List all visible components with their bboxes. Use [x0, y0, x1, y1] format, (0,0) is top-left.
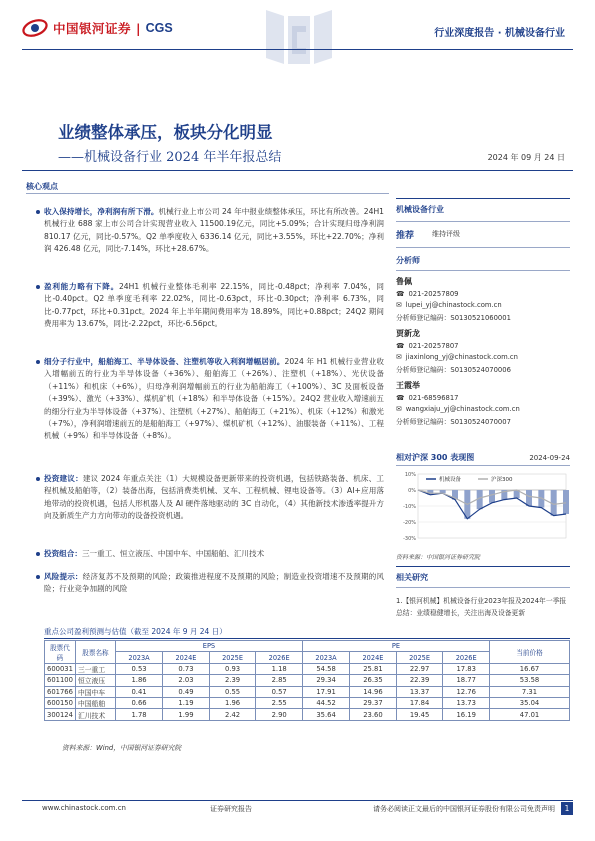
cell-pe: 17.83 [443, 663, 490, 674]
cell-eps: 1.18 [256, 663, 303, 674]
cell-eps: 1.78 [115, 709, 162, 720]
industry-label: 机械设备行业 [396, 205, 444, 214]
email-text[interactable]: jiaxinlong_yj@chinastock.com.cn [405, 352, 518, 361]
bullet-head: 投资建议： [44, 474, 83, 483]
analyst-phone [396, 290, 570, 298]
y-tick-label: -30% [403, 535, 416, 542]
cell-price: 35.04 [490, 697, 570, 708]
bullet-body: 2024 年 H1 机械行业营业收入增幅前五的行业为半导体设备（+36%）、船舶海工（+26%）、注塑机（+18%）、光伏设备（+11%）和机床（+6%），归母净利润增幅前五的行业为船舶海工（+100%）、3C 及面板设备（+39%）、激光（+33%）、煤机矿机（+18%）和半导体设备（+15%）。24Q2 营业收入增速前五的细分行业为半导体设备（+37%）、注塑机（+27%）、船舶海工（+21%）、机床（+12%）和激光（+7%），净利润增速前五的是船舶海工（+97%）、煤机矿机（+12%）、油服装备（+11%）、工程机械（+9%）和半导体设备（+8%）。 [44, 357, 385, 441]
bullet-head: 风险提示： [44, 572, 83, 581]
year-header: 2026E [443, 652, 490, 663]
series-bar-12 [563, 490, 569, 514]
year-header: 2024E [350, 652, 397, 663]
table-row [45, 663, 570, 674]
phone-text: 021-20257807 [408, 341, 459, 350]
report-category: 行业深度报告 · 机械设备行业 [434, 28, 565, 39]
cell-eps: 1.99 [163, 709, 210, 720]
cell-code: 600150 [45, 697, 76, 708]
mail-icon: ✉ [396, 404, 402, 413]
cell-pe: 14.96 [350, 686, 397, 697]
cell-eps: 2.39 [209, 675, 256, 686]
series-bar-6 [489, 490, 495, 503]
analyst-name: 鲁佩 [396, 276, 412, 286]
cell-eps: 0.93 [209, 663, 256, 674]
cell-pe: 29.34 [302, 675, 349, 686]
cell-name: 汇川技术 [75, 709, 115, 720]
core-divider [26, 193, 389, 194]
y-tick-label: -20% [403, 519, 416, 526]
bullet-portfolio [44, 548, 384, 560]
title-divider [22, 170, 573, 171]
bullet-body: 三一重工、恒立液压、中国中车、中国船舶、汇川技术 [81, 549, 265, 558]
analyst-card [396, 276, 570, 322]
cell-pe: 18.77 [443, 675, 490, 686]
cell-eps: 1.86 [115, 675, 162, 686]
cell-pe: 13.73 [443, 697, 490, 708]
cell-eps: 2.42 [209, 709, 256, 720]
email-text[interactable]: lupei_yj@chinastock.com.cn [405, 300, 502, 309]
chart-title: 相对沪深 300 表现图 [396, 453, 475, 462]
rating-value: 维持评级 [432, 230, 461, 238]
cell-pe: 44.52 [302, 697, 349, 708]
year-header: 2023A [115, 652, 162, 663]
cell-eps: 0.57 [256, 686, 303, 697]
year-header: 2025E [396, 652, 443, 663]
bullet-subsectors [44, 356, 384, 443]
cell-eps: 2.85 [256, 675, 303, 686]
sidebar-top-rule [396, 198, 570, 199]
cell-eps: 1.96 [209, 697, 256, 708]
col-price: 当前价格 [490, 641, 570, 664]
cell-pe: 26.35 [350, 675, 397, 686]
bullet-head: 盈利能力略有下降。 [44, 282, 119, 291]
analyst-cert: 分析师登记编码：S0130521060001 [396, 313, 511, 322]
sidebar-rule [396, 587, 570, 588]
analyst-card [396, 328, 570, 374]
bullet-dot [36, 552, 40, 556]
cell-eps: 0.53 [115, 663, 162, 674]
cgs-watermark-icon [262, 6, 336, 68]
cell-pe: 17.84 [396, 697, 443, 708]
bullet-dot [36, 477, 40, 481]
phone-text: 021-20257809 [408, 289, 459, 298]
analyst-phone [396, 342, 570, 350]
cell-pe: 35.64 [302, 709, 349, 720]
table-source: 资料来源：Wind，中国银河证券研究院 [62, 744, 182, 752]
related-item[interactable]: 1.【银河机械】机械设备行业2023年报及2024年一季报总结：业绩稳健增长，关注出海及设备更新 [396, 597, 567, 617]
cell-pe: 13.37 [396, 686, 443, 697]
cell-pe: 29.37 [350, 697, 397, 708]
cell-code: 300124 [45, 709, 76, 720]
table-row [45, 686, 570, 697]
analyst-email [396, 405, 570, 413]
analyst-label: 分析师 [396, 256, 420, 265]
phone-icon: ☎ [396, 341, 405, 350]
cell-name: 中国船舶 [75, 697, 115, 708]
cell-pe: 22.97 [396, 663, 443, 674]
chart-date: 2024-09-24 [529, 454, 570, 462]
year-header: 2025E [209, 652, 256, 663]
cell-eps: 2.90 [256, 709, 303, 720]
sidebar-rule [396, 247, 570, 248]
galaxy-logo-icon [22, 17, 48, 39]
analyst-card [396, 380, 570, 426]
table-top-rule [44, 638, 570, 639]
analyst-name: 王霞举 [396, 380, 420, 390]
logo-text-cn: 中国银河证券 [53, 21, 132, 36]
table-row [45, 675, 570, 686]
brand-logo [22, 17, 173, 39]
bullet-dot [36, 285, 40, 289]
report-title: 业绩整体承压，板块分化明显 [58, 123, 273, 142]
analyst-cert: 分析师登记编码：S0130524070006 [396, 365, 511, 374]
footer-url[interactable]: www.chinastock.com.cn [42, 804, 126, 812]
relative-performance-chart [396, 452, 570, 619]
logo-separator: | [136, 20, 141, 36]
analyst-email [396, 353, 570, 361]
legend-label: 沪深300 [491, 476, 513, 483]
bullet-investment-advice [44, 473, 384, 523]
cell-name: 中国中车 [75, 686, 115, 697]
analyst-email [396, 301, 570, 309]
cell-pe: 23.60 [350, 709, 397, 720]
col-name: 股票名称 [75, 641, 115, 664]
phone-text: 021-68596817 [408, 393, 459, 402]
analyst-name: 贾新龙 [396, 328, 420, 338]
series-bar-9 [526, 490, 532, 506]
email-text[interactable]: wangxiaju_yj@chinastock.com.cn [405, 404, 520, 413]
cell-eps: 2.03 [163, 675, 210, 686]
phone-icon: ☎ [396, 393, 405, 402]
cell-pe: 12.76 [443, 686, 490, 697]
y-tick-label: 10% [404, 471, 416, 478]
chart-svg [396, 466, 570, 546]
rating-label: 推荐 [396, 230, 415, 241]
bullet-profitability [44, 281, 384, 331]
legend-label: 机械设备 [439, 476, 462, 483]
chart-source: 资料来源：中国银河证券研究院 [396, 553, 481, 561]
bullet-body: 经济复苏不及预期的风险；政策推进程度不及预期的风险；制造业投资增速不及预期的风险；行业竞争加剧的风险 [44, 572, 384, 594]
chart-header [396, 452, 570, 463]
cell-pe: 25.81 [350, 663, 397, 674]
cell-pe: 16.19 [443, 709, 490, 720]
core-views-label: 核心观点 [26, 182, 58, 191]
cell-price: 53.58 [490, 675, 570, 686]
bullet-risk [44, 571, 384, 596]
mail-icon: ✉ [396, 300, 402, 309]
year-header: 2024E [163, 652, 210, 663]
bullet-body: 机械行业上市公司 24 年中报业绩整体承压，环比有所改善。24H1 机械行业 688 家上市公司合计实现营业收入 11500.19亿元，同比+5.09%；合计实现归母净利润 810.17 亿元，同比-0.57%。Q2 单季度收入 6336.14 亿元，同比+3.55%，环比+22.70%；净利润 426.48 亿元，同比-7.14%，环比+28.67%。 [44, 207, 384, 254]
bullet-revenue [44, 206, 384, 256]
cell-code: 601766 [45, 686, 76, 697]
analyst-cert: 分析师登记编码：S0130524070007 [396, 417, 511, 426]
cell-eps: 0.55 [209, 686, 256, 697]
phone-icon: ☎ [396, 289, 405, 298]
rating-row [396, 228, 570, 241]
report-subtitle: ——机械设备行业 2024 年半年报总结 [58, 150, 282, 165]
bullet-dot [36, 360, 40, 364]
year-header: 2026E [256, 652, 303, 663]
mail-icon: ✉ [396, 352, 402, 361]
bullet-head: 收入保持增长，净利润有所下滑。 [44, 207, 159, 216]
col-pe: PE [302, 641, 489, 652]
cell-pe: 17.91 [302, 686, 349, 697]
sidebar-rule [396, 270, 570, 271]
bullet-head: 投资组合： [44, 549, 82, 558]
cell-code: 600031 [45, 663, 76, 674]
footer-divider [22, 800, 573, 801]
bullet-head: 细分子行业中，船舶海工、半导体设备、注塑机等收入利润增幅居前。 [44, 357, 285, 366]
cell-name: 恒立液压 [75, 675, 115, 686]
logo-text-en: CGS [145, 21, 173, 35]
analyst-phone [396, 394, 570, 402]
cell-eps: 1.19 [163, 697, 210, 708]
cell-eps: 0.41 [115, 686, 162, 697]
cell-pe: 22.39 [396, 675, 443, 686]
cell-pe: 19.45 [396, 709, 443, 720]
cell-price: 16.67 [490, 663, 570, 674]
cell-eps: 0.73 [163, 663, 210, 674]
table-row [45, 697, 570, 708]
cell-code: 601100 [45, 675, 76, 686]
cell-name: 三一重工 [75, 663, 115, 674]
year-header: 2023A [302, 652, 349, 663]
bullet-body: 建议 2024 年重点关注（1）大规模设备更新带来的投资机遇，包括铁路装备、机床、工程机械及船舶等，（2）装备出海，包括消费类机械、叉车、工程机械、锂电设备等。（3）AI+应用落地带动的投资机遇，包括人形机器人及 AI 硬件落地驱动的 3C 自动化，（4）其他新技术渗透率提升方向及新质生产力方向带动的设备投资机遇。 [44, 474, 385, 521]
header-divider [22, 49, 573, 50]
cell-price: 47.01 [490, 709, 570, 720]
footer-disclaimer: 请务必阅读正文最后的中国银河证券股份有限公司免责声明 [373, 805, 555, 813]
cell-price: 7.31 [490, 686, 570, 697]
table-row [45, 709, 570, 720]
cell-eps: 0.49 [163, 686, 210, 697]
valuation-table [44, 640, 570, 721]
cell-pe: 54.58 [302, 663, 349, 674]
related-label: 相关研究 [396, 572, 428, 582]
bullet-dot [36, 575, 40, 579]
bullet-body: 24H1 机械行业整体毛利率 22.15%，同比-0.48pct；净利率 7.04%，同比-0.40pct。Q2 单季度毛利率 22.02%，同比-0.63pct，环比-0.30pct；净利率 6.73%，同比-0.77pct，环比+0.31pct。2024 年上半年期间费用率为 18.89%，同比+0.88pct；24Q2 期间费用率为 13.67%，同比-2.22pct，环比-6.56pct。 [44, 282, 384, 329]
table-header-row [45, 641, 570, 652]
cell-eps: 2.55 [256, 697, 303, 708]
sidebar [396, 198, 570, 426]
footer-center: 证券研究报告 [210, 805, 252, 813]
cell-eps: 0.66 [115, 697, 162, 708]
col-code: 股票代码 [45, 641, 76, 664]
bullet-dot [36, 210, 40, 214]
sidebar-rule [396, 566, 570, 567]
report-date: 2024 年 09 月 24 日 [487, 153, 565, 162]
sidebar-rule [396, 221, 570, 222]
y-tick-label: 0% [408, 487, 416, 494]
table-title: 重点公司盈利预测与估值（截至 2024 年 9 月 24 日） [44, 627, 227, 636]
page-number: 1 [561, 802, 573, 815]
y-tick-label: -10% [403, 503, 416, 510]
col-eps: EPS [115, 641, 302, 652]
